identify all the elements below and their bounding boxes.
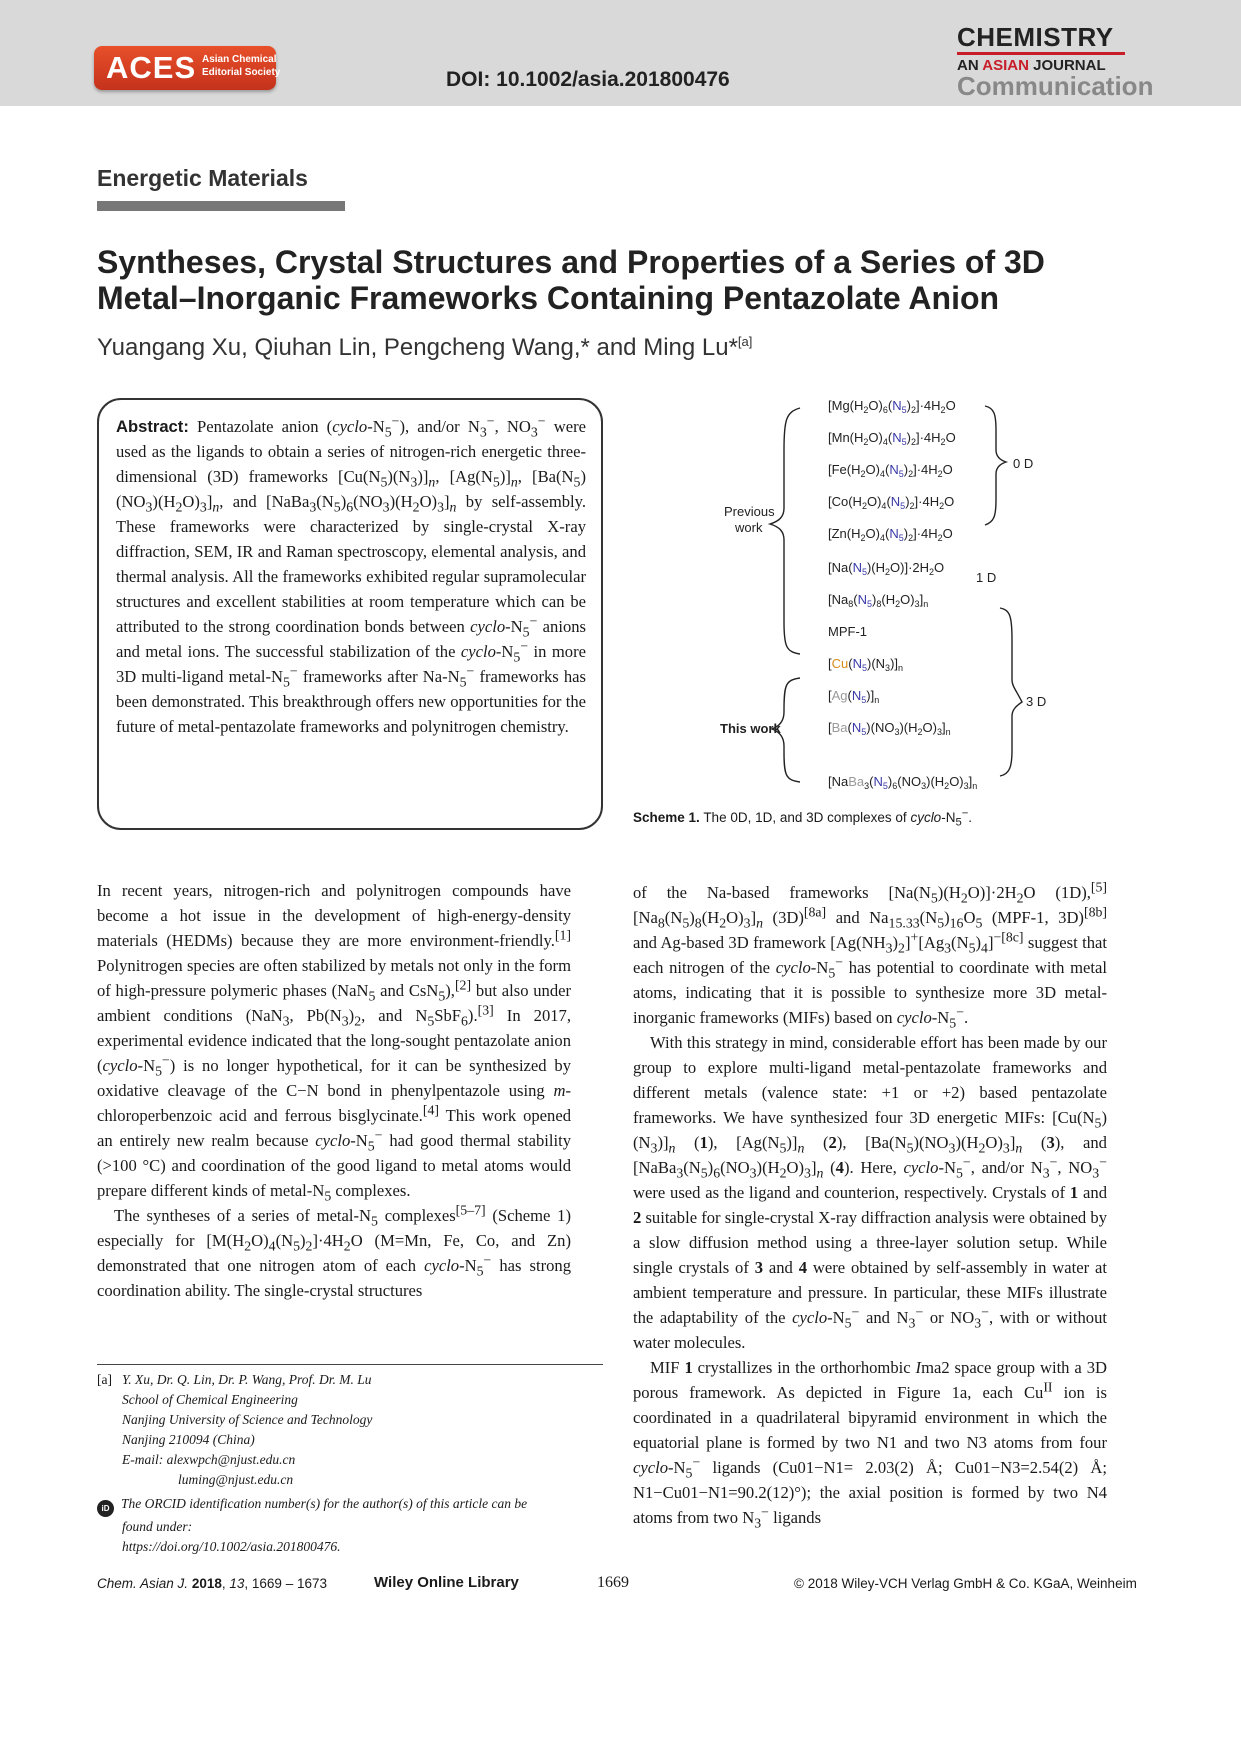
page-title: [97, 244, 1097, 316]
svg-text:[Ba(N5)(NO3)(H2O)3]n: $[Ba(N_5)(NO_3)(H_2O)_3]_n$: [828, 720, 951, 737]
article-type: Communication: [957, 71, 1154, 101]
svg-text:[Fe(H2O)4(N5)2]·4H2O: $[Fe(H_2O)_4(N_5)_2]\cdot 4H_2O$: [828, 462, 953, 479]
journal-rule: [957, 52, 1125, 55]
scheme-1d-label: 1 D: [976, 570, 997, 585]
abstract-text: Abstract: Pentazolate anion $(cyclo-N_5^-)$, and/or $N_3^-$, $NO_3^-$ were used as the ligands to obtain a series of nitrogen-rich energetic three-dimensional (3D) frameworks $[Cu(N_5)(N_3)]_n$, $[Ag(N_5)]_n$, $[Ba(N_5)(NO_3)(H_2O)_3]_n$, and $[NaBa_3(N_5)_6(NO_3)(H_2O)_3]_n$ by self-assembly. These frameworks were characterized by single-crystal X-ray diffraction, SEM, IR and Raman spectroscopy, elemental analysis, and thermal analysis. All the frameworks exhibited regular supramolecular structures and excellent stabilities at room temperature which can be attributed to the strong coordination bonds between cyclo-$N_5^-$ anions and metal ions. The successful stabilization of the cyclo-$N_5^-$ in more 3D multi-ligand metal-$N_5^-$ frameworks after $Na-N_5^-$ frameworks has been demonstrated. This breakthrough offers new opportunities for the future of metal-pentazolate frameworks and polynitrogen chemistry.: [116, 413, 587, 736]
body-right-column: [633, 880, 1107, 1530]
scheme-previous-work-2: work: [735, 520, 763, 535]
aces-logo-text: ACES: [106, 50, 197, 85]
title-line1: Syntheses, Crystal Structures and Properties of a Series of 3D: [97, 244, 1045, 280]
body-left-column: [97, 878, 571, 1303]
scheme-figure: [700, 390, 1070, 800]
scheme-caption: Scheme 1. The 0D, 1D, and 3D complexes of cyclo-$N_5^-$.: [633, 807, 973, 829]
svg-text:[Mn(H2O)4(N5)2]·4H2O: $[Mn(H_2O)_4(N_5)_2]\cdot 4H_2O$: [828, 430, 956, 447]
orcid-icon: iD: [97, 1500, 114, 1517]
author-list: Yuangang Xu, Qiuhan Lin, Pengcheng Wang,* and Ming Lu*[a]: [97, 334, 753, 361]
svg-text:[Na(N5)(H2O)]·2H2O: $[Na(N_5)(H_2O)]\cdot 2H_2O$: [828, 560, 945, 577]
aces-logo: [94, 46, 281, 90]
scheme-mpf-label: MPF-1: [828, 624, 867, 639]
svg-text:[Mg(H2O)6(N5)2]·4H2O: $[Mg(H_2O)_6(N_5)_2]\cdot 4H_2O$: [828, 398, 956, 415]
journal-subtitle: AN ASIAN JOURNAL: [957, 57, 1106, 74]
scheme-0d-label: 0 D: [1013, 456, 1034, 471]
section-label: Energetic Materials: [97, 165, 308, 191]
scheme-previous-work: Previous: [724, 504, 775, 519]
page-number: 1669: [597, 1574, 629, 1591]
body-paragraph: With this strategy in mind, considerable effort has been made by our group to explore multi-ligand metal-pentazolate frameworks and different metals (valence state: +1 or +2) based pentazolate frameworks. We have synthesized four 3D energetic MIFs: $[Cu(N_5)(N_3)]_n$ (1), $[Ag(N_5)]_n$ (2), $[Ba(N_5)(NO_3)(H_2O)_3]_n$ (3), and $[NaBa_3(N_5)_6(NO_3)(H_2O)_3]_n$ (4). Here, cyclo-$N_5^-$, and/or $N_3^-$, $NO_3^-$ were used as the ligand and counterion, respectively. Crystals of 1 and 2 suitable for single-crystal X-ray diffraction analysis were obtained by a slow diffusion method using a three-layer solution setup. While single crystals of 3 and 4 were obtained by self-assembly in water at ambient temperature and pressure. In particular, these MIFs illustrate the adaptability of the cyclo-$N_5^-$ and $N_3^-$ or $NO_3^-$, with or without water molecules.: [633, 1033, 1108, 1352]
scheme-this-work: This work: [720, 721, 781, 736]
title-line2: Metal–Inorganic Frameworks Containing Pentazolate Anion: [97, 280, 1000, 316]
footer-citation: Chem. Asian J. 2018, 13, 1669 – 1673: [97, 1576, 327, 1591]
doi: DOI: 10.1002/asia.201800476: [446, 68, 730, 91]
aces-logo-sub2: Editorial Society: [202, 67, 281, 78]
affiliation-footnote: [a] Y. Xu, Dr. Q. Lin, Dr. P. Wang, Prof. Dr. M. Lu School of Chemical Engineering Nanjing University of Science and Technology Nanjing 210094 (China) E-mail: alexwpch@njust.edu.cn luming@njust.edu.cn iD The ORCID identification number(s) for the author(s) of this article can be found under: https://doi.org/10.1002/asia.201800476.: [97, 1370, 603, 1557]
orcid-link[interactable]: https://doi.org/10.1002/asia.201800476.: [122, 1539, 341, 1554]
scheme-3d-label: 3 D: [1026, 694, 1047, 709]
body-paragraph: In recent years, nitrogen-rich and polynitrogen compounds have become a hot issue in the development of high-energy-density materials (HEDMs) because they are more environment-friendly.[1] Polynitrogen species are often stabilized by metals not only in the form of high-pressure polymeric phases (NaN$_5$ and CsN$_5$),[2] but also under ambient conditions (NaN$_3$, $Pb(N_3)_2$, and $N_5SbF_6).[3]$ In 2017, experimental evidence indicated that the long-sought pentazolate anion $(cyclo-N_5^-)$ is no longer hypothetical, for it can be synthesized by oxidative cleavage of the C−N bond in phenylpentazole using m-chloroperbenzoic acid and ferrous bisglycinate.[4] This work opened an entirely new realm because cyclo-$N_5^-$ had good thermal stability (>100 °C) and coordination of the good ligand to metal atoms would prepare different kinds of metal-$N_5$ complexes.: [97, 881, 572, 1204]
wiley-online-library-link[interactable]: Wiley Online Library: [374, 1574, 519, 1591]
svg-text:[Na8(N5)8(H2O)3]n: $[Na_8(N_5)_8(H_2O)_3]_n$: [828, 592, 929, 609]
footnote-rule: [97, 1364, 603, 1365]
journal-name: CHEMISTRY: [957, 22, 1114, 52]
footer-copyright: © 2018 Wiley-VCH Verlag GmbH & Co. KGaA, Weinheim: [794, 1576, 1137, 1591]
scheme-compounds: [828, 398, 977, 791]
svg-text:[Zn(H2O)4(N5)2]·4H2O: $[Zn(H_2O)_4(N_5)_2]\cdot 4H_2O$: [828, 526, 953, 543]
body-paragraph: of the Na-based frameworks $[Na(N_5)(H_2O)]\cdot 2H_2O$ (1D),[5] $[Na_8(N_5)_8(H_2O)_3]_n$ (3D)[8a] and $Na_{15.33}(N_5)_{16}O_5$ (MPF-1, 3D)[8b] and Ag-based 3D framework $[Ag(NH_3)_2]^+[Ag_3(N_5)_4]^{-[8c]}$ suggest that each nitrogen of the cyclo-$N_5^-$ has potential to coordinate with metal atoms, indicating that it is possible to synthesize more 3D metal-inorganic frameworks (MIFs) based on cyclo-$N_5^-$.: [633, 879, 1108, 1031]
section-bar: [97, 201, 345, 211]
body-paragraph: MIF 1 crystallizes in the orthorhombic Ima2 space group with a 3D porous framework. As depicted in Figure 1a, each $Cu^{II}$ ion is coordinated in a quadrilateral bipyramid environment in which the equatorial plane is formed by two N1 and two N3 atoms from four cyclo-$N_5^-$ ligands (Cu01−N1= 2.03(2) Å; Cu01−N3=2.54(2) Å; N1−Cu01−N1=90.2(12)°); the axial position is formed by two N4 atoms from two $N_3^-$ ligands: [633, 1358, 1107, 1531]
svg-text:[NaBa3(N5)6(NO3)(H2O)3]n: $[NaBa_3(N_5)_6(NO_3)(H_2O)_3]_n$: [828, 774, 978, 791]
body-paragraph: The syntheses of a series of metal-$N_5$ complexes[5–7] (Scheme 1) especially for $[M(H_2O)_4(N_5)_2]\cdot 4H_2O$ (M=Mn, Fe, Co, and Zn) demonstrated that one nitrogen atom of each cyclo-$N_5^-$ has strong coordination ability. The single-crystal structures: [97, 1202, 572, 1300]
svg-text:[Ag(N5)]n: $[Ag(N_5)]_n$: [828, 688, 880, 705]
aces-logo-sub1: Asian Chemical: [202, 54, 277, 65]
svg-text:[Co(H2O)4(N5)2]·4H2O: $[Co(H_2O)_4(N_5)_2]\cdot 4H_2O$: [828, 494, 955, 511]
svg-text:[Cu(N5)(N3)]n: $[Cu(N_5)(N_3)]_n$: [828, 656, 904, 673]
